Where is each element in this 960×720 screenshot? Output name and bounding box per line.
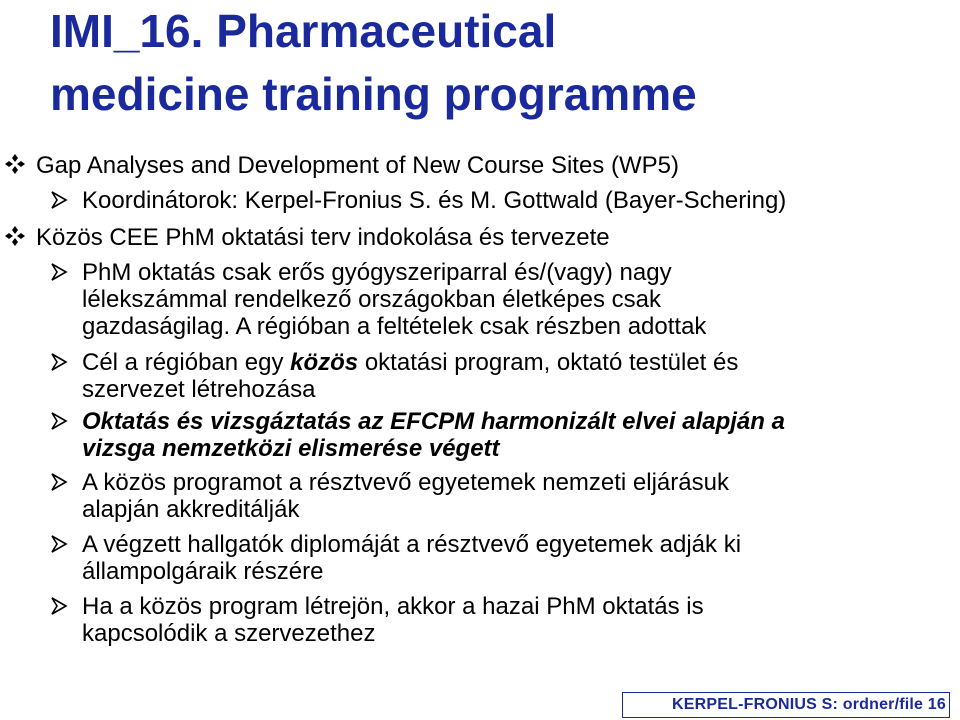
- arrowhead-icon: [50, 262, 68, 282]
- bullet-5-post: oktatási program, oktató testület és: [358, 349, 739, 376]
- bullet-7-line-1: A közös programot a résztvevő egyetemek nemzeti eljárásuk: [82, 469, 729, 496]
- arrowhead-icon: [50, 472, 68, 492]
- bullet-8-line-2: állampolgáraik részére: [82, 558, 324, 585]
- arrowhead-icon: [50, 596, 68, 616]
- bullet-2-text: Koordinátorok: Kerpel-Fronius S. és M. Gottwald (Bayer-Schering): [82, 187, 787, 214]
- bullet-5-emphasis: közös: [290, 349, 359, 376]
- bullet-5-line-1: [82, 349, 738, 376]
- bullet-3-text: Közös CEE PhM oktatási terv indokolása és tervezete: [36, 224, 610, 251]
- footer-label: KERPEL-FRONIUS S: ordner/file 16: [672, 696, 946, 713]
- four-diamond-icon: [4, 225, 26, 247]
- bullet-9-line-1: Ha a közös program létrejön, akkor a hazai PhM oktatás is: [82, 593, 704, 620]
- bullet-6-line-2: vizsga nemzetközi elismerése végett: [82, 435, 500, 462]
- bullet-4-line-2: lélekszámmal rendelkező országokban életképes csak: [82, 286, 661, 313]
- bullet-4-line-1: PhM oktatás csak erős gyógyszeriparral és/(vagy) nagy: [82, 259, 672, 286]
- four-diamond-icon: [4, 153, 26, 175]
- arrowhead-icon: [50, 534, 68, 554]
- bullet-5-line-2: szervezet létrehozása: [82, 376, 316, 403]
- bullet-7-line-2: alapján akkreditálják: [82, 496, 300, 523]
- slide-title-line-1: IMI_16. Pharmaceutical: [50, 5, 557, 57]
- bullet-8-line-1: A végzett hallgatók diplomáját a résztvevő egyetemek adják ki: [82, 531, 742, 558]
- arrowhead-icon: [50, 352, 68, 372]
- slide-title-line-2: medicine training programme: [50, 68, 697, 120]
- arrowhead-icon: [50, 411, 68, 431]
- bullet-9-line-2: kapcsolódik a szervezethez: [82, 620, 376, 647]
- bullet-4-line-3: gazdaságilag. A régióban a feltételek csak részben adottak: [82, 313, 707, 340]
- arrowhead-icon: [50, 190, 68, 210]
- bullet-1-text: Gap Analyses and Development of New Course Sites (WP5): [36, 152, 679, 179]
- bullet-6-line-1: Oktatás és vizsgáztatás az EFCPM harmonizált elvei alapján a: [82, 408, 785, 435]
- bullet-5-pre: Cél a régióban egy: [82, 349, 291, 376]
